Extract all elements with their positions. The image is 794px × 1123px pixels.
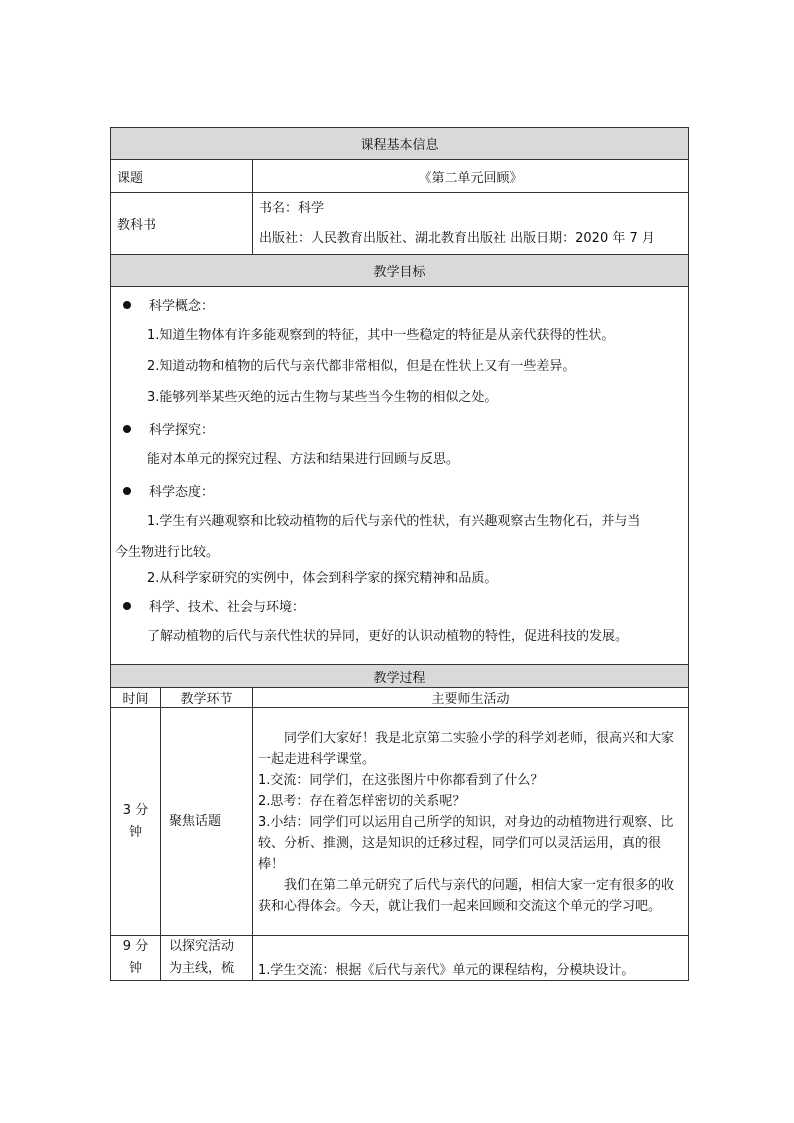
activity-line: 2.思考：存在着怎样密切的关系呢？ [258, 794, 466, 809]
textbook-label: 教科书 [111, 193, 253, 255]
col-stage-header: 教学环节 [161, 688, 253, 708]
activity-line: 1.交流：同学们，在这张图片中你都看到了什么？ [258, 773, 544, 788]
col-time-header: 时间 [111, 688, 161, 708]
objective-item: 3.能够列举某些灭绝的远古生物与某些当今生物的相似之处。 [147, 390, 498, 405]
objective-item: 2.从科学家研究的实例中，体会到科学家的探究精神和品质。 [147, 571, 498, 586]
process-table [110, 665, 689, 981]
publisher-info: 出版社：人民教育出版社、湖北教育出版社 出版日期：2020 年 7 月 [259, 230, 655, 246]
row-time: 9 分钟 [111, 936, 161, 981]
row-stage: 以探究活动为主线，梳 [161, 936, 253, 981]
activity-line: 3.小结：同学们可以运用自己所学的知识，对身边的动植物进行观察、比较、分析、推测，这是知识的迁移过程，同学们可以灵活运用，真的很棒！ [258, 815, 674, 872]
objective-item: 今生物进行比较。 [115, 545, 220, 560]
row-activity [253, 708, 689, 936]
objectives-body [111, 287, 689, 665]
objective-item: 1.学生有兴趣观察和比较动植物的后代与亲代的性状，有兴趣观察古生物化石，并与当 [147, 514, 641, 529]
objective-item: 能对本单元的探究过程、方法和结果进行回顾与反思。 [147, 452, 460, 467]
lesson-plan-document [110, 127, 688, 981]
bullet-icon [123, 425, 131, 433]
objective-item: 了解动植物的后代与亲代性状的异同，更好的认识动植物的特性，促进科技的发展。 [147, 629, 629, 644]
activity-line: 同学们大家好！我是北京第二实验小学的科学刘老师，很高兴和大家一起走进科学课堂。 [258, 731, 675, 767]
book-name: 书名：科学 [259, 200, 325, 216]
objective-section-concept: 科学概念： [111, 289, 688, 320]
course-info-header: 课程基本信息 [111, 128, 689, 160]
objective-item: 2.知道动物和植物的后代与亲代都非常相似，但是在性状上又有一些差异。 [147, 359, 576, 374]
col-activity-header: 主要师生活动 [253, 688, 689, 708]
objectives-header: 教学目标 [111, 255, 689, 287]
bullet-icon [123, 487, 131, 495]
course-info-table [110, 127, 689, 665]
activity-line: 1.学生交流：根据《后代与亲代》单元的课程结构，分模块设计。 [258, 963, 635, 978]
table-row [111, 708, 689, 936]
bullet-icon [123, 301, 131, 309]
activity-line: 我们在第二单元研究了后代与亲代的问题，相信大家一定有很多的收获和心得体会。今天，就让我们一起来回顾和交流这个单元的学习吧。 [258, 878, 675, 914]
objective-section-attitude: 科学态度： [111, 475, 688, 506]
bullet-icon [123, 602, 131, 610]
topic-value: 《第二单元回顾》 [253, 160, 689, 193]
table-row [111, 936, 689, 981]
objective-section-stse: 科学、技术、社会与环境： [111, 590, 688, 621]
row-stage: 聚焦话题 [161, 708, 253, 936]
topic-label: 课题 [111, 160, 253, 193]
row-activity [253, 936, 689, 981]
row-time: 3 分钟 [111, 708, 161, 936]
process-header: 教学过程 [111, 665, 689, 688]
objective-item: 1.知道生物体有许多能观察到的特征，其中一些稳定的特征是从亲代获得的性状。 [147, 328, 615, 343]
objective-section-inquiry: 科学探究： [111, 413, 688, 444]
